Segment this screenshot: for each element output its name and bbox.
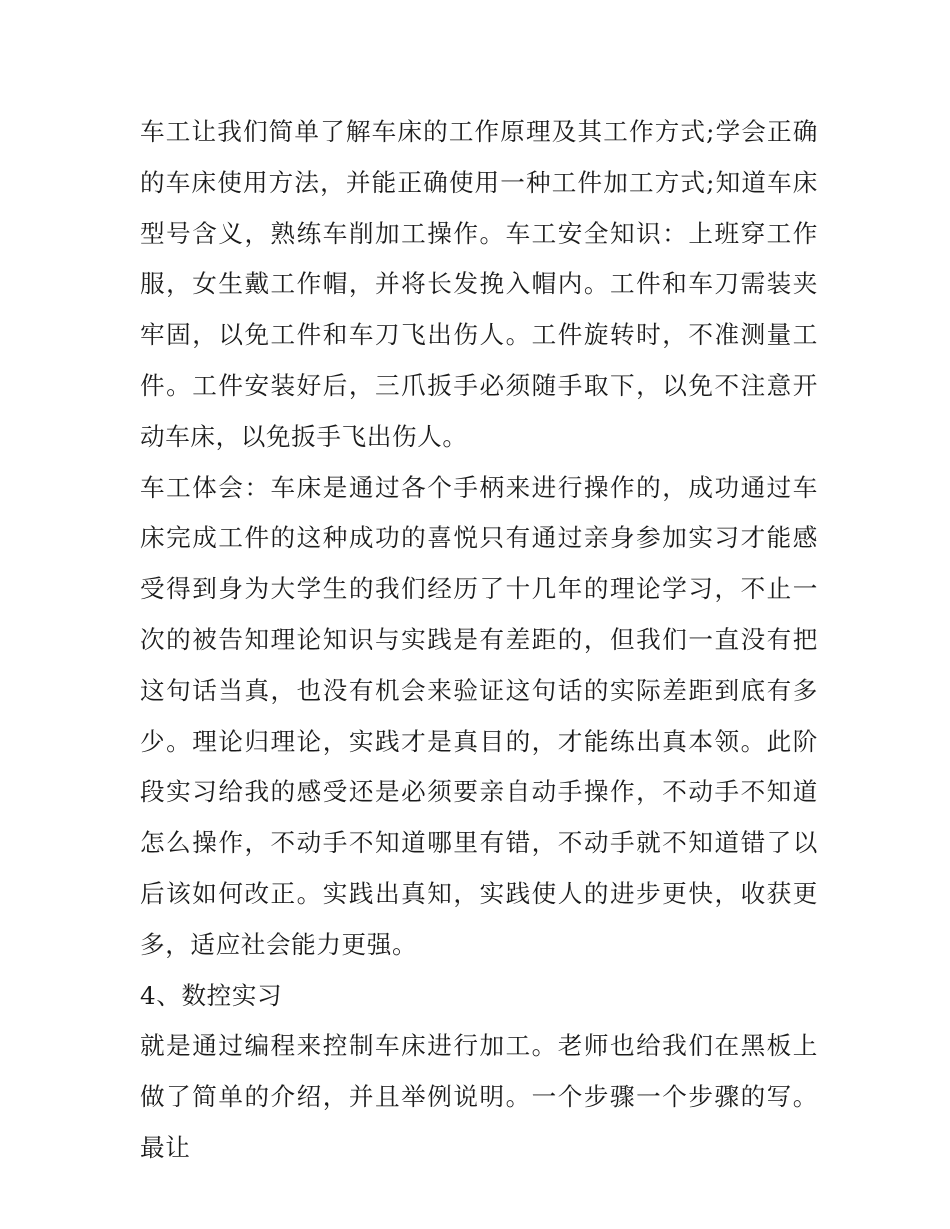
paragraph-cnc-intro: 就是通过编程来控制车床进行加工。老师也给我们在黑板上做了简单的介绍，并且举例说明。一个步骤一个步骤的写。最让 (140, 1031, 818, 1162)
paragraph-lathe-safety: 车工让我们简单了解车床的工作原理及其工作方式;学会正确的车床使用方法，并能正确使用一种工件加工方式;知道车床型号含义，熟练车削加工操作。车工安全知识：上班穿工作服，女生戴工作帽，并将长发挽入帽内。工件和车刀需装夹牢固，以免工件和车刀飞出伤人。工件旋转时，不准测量工件。工件安装好后，三爪扳手必须随手取下，以免不注意开动车床，以免扳手飞出伤人。 (140, 117, 818, 451)
document-body (140, 107, 818, 1174)
paragraph-lathe-experience: 车工体会：车床是通过各个手柄来进行操作的，成功通过车床完成工件的这种成功的喜悦只有通过亲身参加实习才能感受得到身为大学生的我们经历了十几年的理论学习，不止一次的被告知理论知识与实践是有差距的，但我们一直没有把这句话当真，也没有机会来验证这句话的实际差距到底有多少。理论归理论，实践才是真目的，才能练出真本领。此阶段实习给我的感受还是必须要亲自动手操作，不动手不知道怎么操作，不动手不知道哪里有错，不动手就不知道错了以后该如何改正。实践出真知，实践使人的进步更快，收获更多，适应社会能力更强。 (140, 472, 818, 959)
section-heading-cnc-practice: 4、数控实习 (140, 980, 283, 1010)
